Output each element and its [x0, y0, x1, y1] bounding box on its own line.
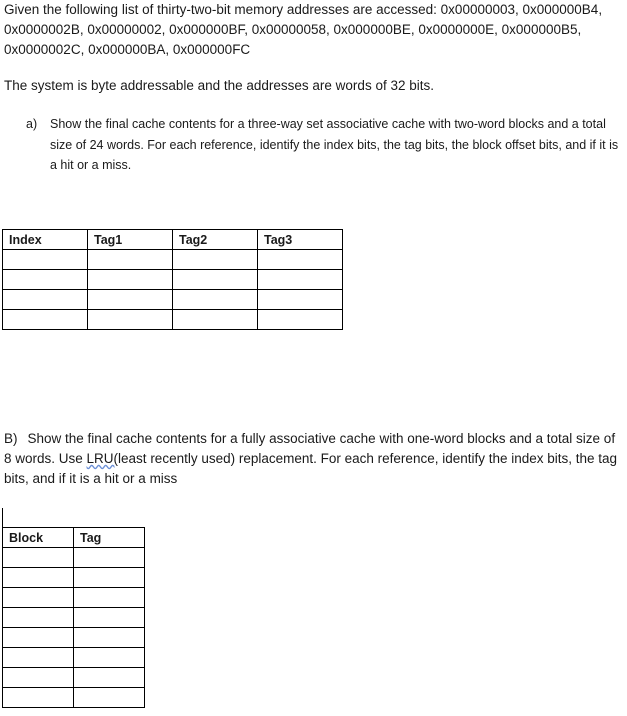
table-row [3, 548, 145, 568]
table-a [2, 229, 343, 330]
table-cell[interactable] [74, 688, 145, 708]
table-cell[interactable] [74, 668, 145, 688]
question-b-lru: LRU( [86, 451, 119, 466]
question-a-text: Show the final cache contents for a three-way set associative cache with two-word blocks and a total size of 24 words. For each reference, identify the index bits, the tag bits, the block offset bits, and if it is a hit or a miss. [50, 117, 619, 172]
table-row [3, 588, 145, 608]
table-cell[interactable] [3, 548, 74, 568]
table-row [3, 648, 145, 668]
table-cell[interactable] [3, 668, 74, 688]
intro-paragraph: Given the following list of thirty-two-bit memory addresses are accessed: 0x00000003, 0x000000B4, 0x0000002B, 0x00000002, 0x000000BF, 0x00000058, 0x000000BE, 0x0000000E, 0x000000B5, 0x0000002C, 0x000000BA, 0x000000FC [4, 2, 603, 57]
table-row [3, 628, 145, 648]
table-row [3, 568, 145, 588]
table-cell[interactable] [3, 608, 74, 628]
table-cell[interactable] [173, 290, 258, 310]
table-row [3, 608, 145, 628]
table-cell[interactable] [74, 588, 145, 608]
table-cell[interactable] [74, 548, 145, 568]
table-a-header-tag3: Tag3 [258, 230, 343, 250]
table-cell[interactable] [74, 568, 145, 588]
table-cell[interactable] [74, 648, 145, 668]
table-cell[interactable] [173, 250, 258, 270]
text-cursor [2, 508, 3, 527]
table-cell[interactable] [173, 270, 258, 290]
table-row [3, 250, 343, 270]
table-cell[interactable] [88, 250, 173, 270]
table-a-header-tag1: Tag1 [88, 230, 173, 250]
table-cell[interactable] [258, 290, 343, 310]
table-cell[interactable] [3, 250, 88, 270]
table-cell[interactable] [74, 628, 145, 648]
question-b-text-end: least recently used) replacement. For each reference, identify the index bits, the tag bits, and if it is a hit or a miss [4, 451, 618, 486]
question-b [4, 429, 621, 489]
table-cell[interactable] [3, 588, 74, 608]
table-row [3, 668, 145, 688]
table-cell[interactable] [74, 608, 145, 628]
table-cell[interactable] [3, 310, 88, 330]
table-b-header-row [3, 528, 145, 548]
table-b-header-tag: Tag [74, 528, 145, 548]
table-a-header-row [3, 230, 343, 250]
table-row [3, 688, 145, 708]
table-cell[interactable] [88, 310, 173, 330]
table-cell[interactable] [3, 270, 88, 290]
table-cell[interactable] [258, 250, 343, 270]
question-b-label: B) [4, 431, 18, 446]
table-row [3, 310, 343, 330]
system-note: The system is byte addressable and the addresses are words of 32 bits. [4, 78, 434, 93]
table-a-header-tag2: Tag2 [173, 230, 258, 250]
table-cell[interactable] [3, 628, 74, 648]
table-row [3, 270, 343, 290]
question-a [26, 114, 623, 176]
question-a-label: a) [26, 117, 38, 131]
table-a-header-index: Index [3, 230, 88, 250]
table-cell[interactable] [88, 270, 173, 290]
table-b [2, 527, 145, 708]
table-cell[interactable] [88, 290, 173, 310]
table-cell[interactable] [258, 270, 343, 290]
table-cell[interactable] [3, 290, 88, 310]
table-cell[interactable] [3, 688, 74, 708]
table-cell[interactable] [3, 648, 74, 668]
table-cell[interactable] [258, 310, 343, 330]
table-cell[interactable] [3, 568, 74, 588]
table-b-header-block: Block [3, 528, 74, 548]
question-b-text-start: Show the final cache contents for a fully associative cache with one-word blocks and a total size of 8 words. Use [4, 431, 616, 466]
table-cell[interactable] [173, 310, 258, 330]
table-row [3, 290, 343, 310]
